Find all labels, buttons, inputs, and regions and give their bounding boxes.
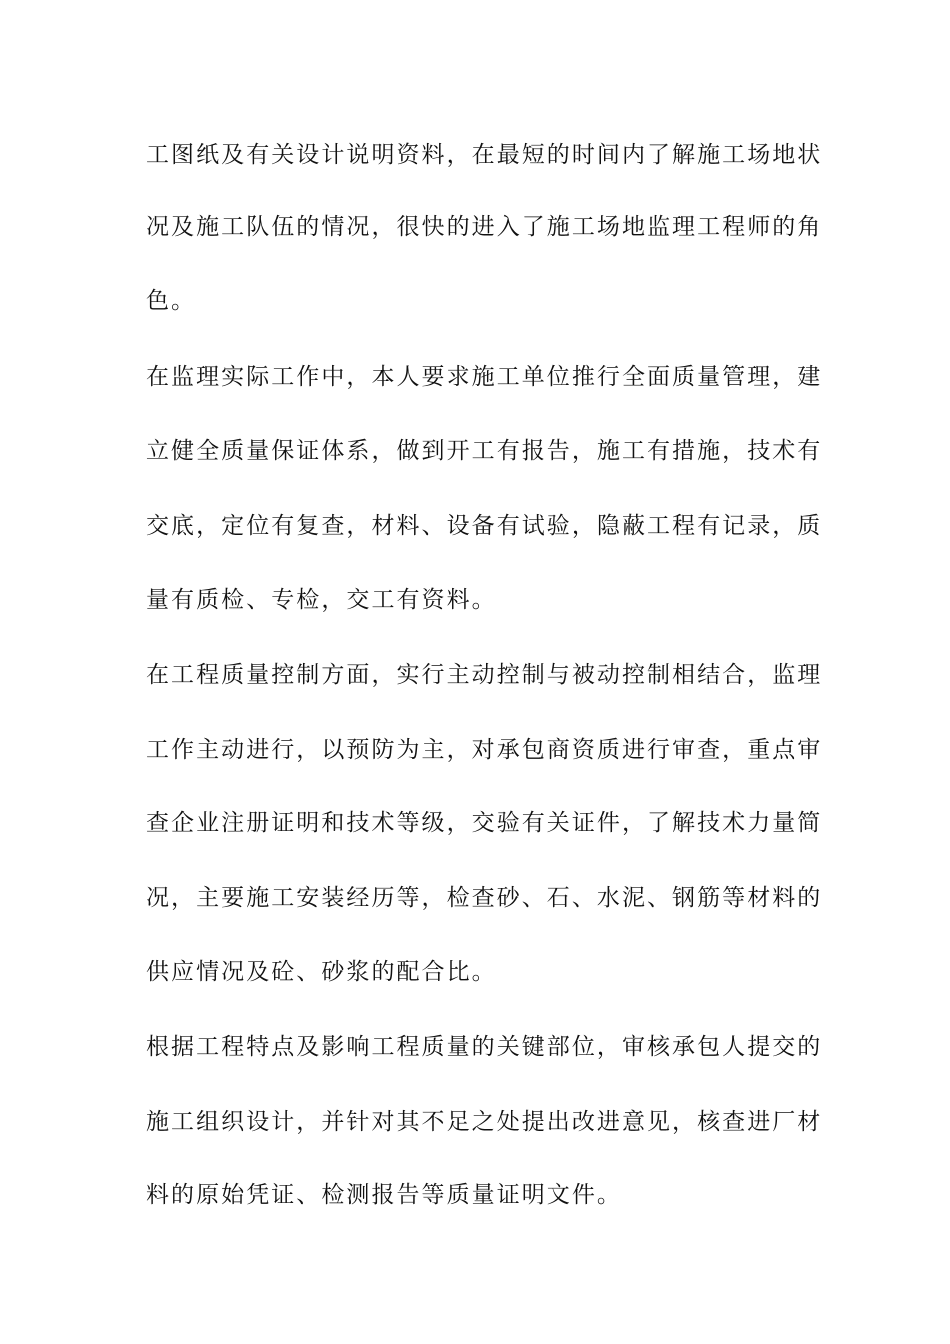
text-line: 在监理实际工作中，本人要求施工单位推行全面质量管理，建	[146, 364, 823, 390]
text-line: 况及施工队伍的情况，很快的进入了施工场地监理工程师的角	[146, 214, 823, 240]
text-line: 况，主要施工安装经历等，检查砂、石、水泥、钢筋等材料的	[146, 885, 823, 911]
text-line: 根据工程特点及影响工程质量的关键部位，审核承包人提交的	[146, 1034, 823, 1060]
text-line: 工图纸及有关设计说明资料，在最短的时间内了解施工场地状	[146, 142, 823, 168]
text-line: 施工组织设计，并针对其不足之处提出改进意见，核查进厂材	[146, 1109, 823, 1135]
text-line: 立健全质量保证体系，做到开工有报告，施工有措施，技术有	[146, 438, 823, 464]
text-line: 查企业注册证明和技术等级，交验有关证件，了解技术力量简	[146, 810, 823, 836]
text-line: 色。	[146, 288, 197, 314]
text-line: 在工程质量控制方面，实行主动控制与被动控制相结合，监理	[146, 662, 823, 688]
text-line: 交底，定位有复查，材料、设备有试验，隐蔽工程有记录，质	[146, 513, 823, 539]
text-line: 量有质检、专检，交工有资料。	[146, 587, 497, 613]
text-line: 供应情况及砼、砂浆的配合比。	[146, 959, 497, 985]
text-line: 工作主动进行，以预防为主，对承包商资质进行审查，重点审	[146, 737, 823, 763]
text-line: 料的原始凭证、检测报告等质量证明文件。	[146, 1182, 622, 1208]
